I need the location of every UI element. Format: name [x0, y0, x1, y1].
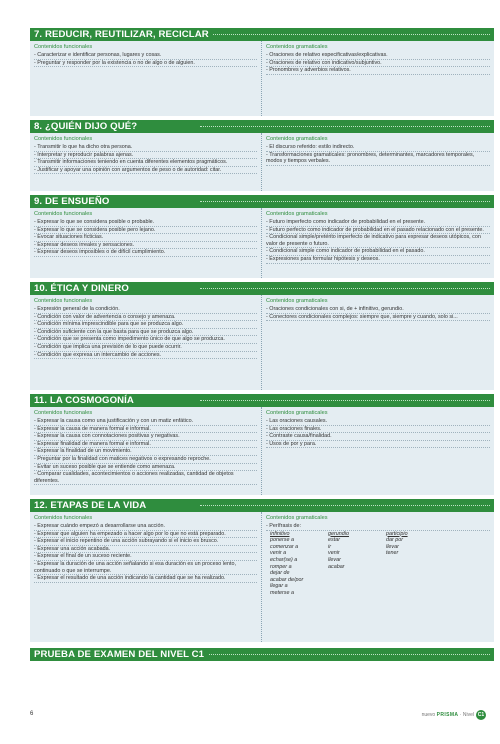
list-item: - Preguntar por la finalidad con matices negativos o expresando reproche.: [34, 456, 257, 464]
list-item: - Expresar el final de un suceso reciente.: [34, 553, 257, 561]
list-item: - Transformaciones gramaticales: pronombres, determinantes, marcadores temporales, modos y tiempos verbales.: [266, 152, 490, 166]
table-cell: llegar a: [270, 583, 288, 590]
list-item: - Condición que implica una previsión de lo que puede ocurrir.: [34, 344, 257, 352]
functional-column: [30, 208, 262, 278]
grammar-label: Contenidos gramaticales: [266, 515, 328, 521]
header-divider: [200, 400, 490, 401]
list-item: - Perífrasis de:: [266, 523, 490, 531]
list-item: - Condicional simple/pretérito imperfecto de indicativo para expresar deseos utópicos, con valor de presente o futuro.: [266, 234, 490, 248]
unit-10-header: [30, 282, 494, 295]
unit-title: 10. ÉTICA Y DINERO: [34, 283, 133, 294]
list-item: - Condición que expresa un intercambio de acciones.: [34, 352, 257, 360]
list-item: - Expresar una acción acabada.: [34, 546, 257, 554]
list-item: - Futuro perfecto como indicador de probabilidad en el pasado relacionado con el presente.: [266, 227, 490, 235]
list-item: - Justificar y apoyar una opinión con argumentos de peso o de autoridad: citar.: [34, 167, 257, 175]
unit-9-body: [30, 208, 494, 278]
functional-column: [30, 41, 262, 116]
table-cell: [328, 590, 386, 597]
unit-12-body: [30, 512, 494, 642]
list-item: - Caracterizar e identificar personas, lugares y cosas.: [34, 52, 257, 60]
grammar-label: Contenidos gramaticales: [266, 136, 328, 142]
table-cell: [328, 577, 386, 584]
grammar-label: Contenidos gramaticales: [266, 211, 328, 217]
grammar-label: Contenidos gramaticales: [266, 410, 328, 416]
list-item: - Transmitir informaciones teniendo en cuenta diferentes elementos pragmáticos.: [34, 159, 257, 167]
list-item: - Expresar que alguien ha empezado a hacer algo por lo que no está preparado.: [34, 531, 257, 539]
list-item: - Contraste causa/finalidad.: [266, 433, 490, 441]
functional-column: [30, 512, 262, 642]
list-item: - Las oraciones causales.: [266, 418, 490, 426]
functional-label: Contenidos funcionales: [34, 298, 93, 304]
grammar-column: [262, 295, 494, 390]
unit-12-section: [30, 499, 494, 642]
list-item: - El discurso referido: estilo indirecto.: [266, 144, 490, 152]
page: [30, 28, 494, 665]
brand-level: · Nivel: [459, 712, 474, 718]
list-item: - Condicional simple como indicador de probabilidad en el pasado.: [266, 248, 490, 256]
functional-label: Contenidos funcionales: [34, 136, 93, 142]
table-cell: venir: [328, 550, 340, 557]
unit-title: 8. ¿QUIÉN DIJO QUÉ?: [34, 121, 141, 132]
functional-label: Contenidos funcionales: [34, 211, 93, 217]
list-item: - Expresar el inicio repentino de una acción subrayando si el inicio es brusco.: [34, 538, 257, 546]
unit-title: 11. LA COSMOGONÍA: [34, 395, 138, 406]
functional-column: [30, 133, 262, 191]
column-header-gerundio: gerundio: [328, 530, 349, 537]
list-item: - Expresar el resultado de una acción indicando la cantidad que se ha realizado.: [34, 575, 257, 583]
unit-11-header: [30, 394, 494, 407]
brand-name: PRISMA: [436, 712, 459, 718]
level-badge: C1: [477, 712, 485, 718]
header-divider: [200, 201, 490, 202]
functional-label: Contenidos funcionales: [34, 515, 93, 521]
unit-11-body: [30, 407, 494, 495]
header-divider: [200, 126, 490, 127]
header-divider: [200, 654, 490, 655]
list-item: - Oraciones condicionales con si, de + infinitivo, gerundio.: [266, 306, 490, 314]
functional-column: [30, 295, 262, 390]
functional-label: Contenidos funcionales: [34, 44, 93, 50]
header-divider: [200, 34, 490, 35]
unit-9-section: [30, 195, 494, 278]
list-item: - Interpretar y reproducir palabras ajenas.: [34, 152, 257, 160]
table-cell: llevar: [328, 556, 341, 563]
page-footer: [30, 710, 486, 722]
table-cell: dar por: [386, 537, 404, 544]
table-cell: [386, 590, 436, 597]
table-cell: acabar: [328, 563, 345, 570]
table-cell: [386, 577, 436, 584]
table-cell: [386, 557, 436, 564]
list-item: - Expresión general de la condición.: [34, 306, 257, 314]
unit-12-header: [30, 499, 494, 512]
list-item: - Usos de por y para.: [266, 441, 490, 449]
unit-8-header: [30, 120, 494, 133]
brand-prefix: nuevo: [421, 712, 436, 718]
table-cell: ir: [328, 543, 331, 550]
list-item: - Expresar finalidad de manera formal e informal.: [34, 441, 257, 449]
list-item: - Las oraciones finales.: [266, 426, 490, 434]
grammar-label: Contenidos gramaticales: [266, 44, 328, 50]
list-item: - Evitar un suceso posible que se entiende como amenaza.: [34, 464, 257, 472]
grammar-column: [262, 133, 494, 191]
list-item: - Expresar lo que se considera posible o probable.: [34, 219, 257, 227]
list-item: - Futuro imperfecto como indicador de probabilidad en el presente.: [266, 219, 490, 227]
column-header-infinitivo: infinitivo: [270, 530, 290, 537]
functional-column: [30, 407, 262, 495]
unit-10-body: [30, 295, 494, 390]
list-item: - Evocar situaciones ficticias.: [34, 234, 257, 242]
exam-header: [30, 648, 494, 661]
grammar-column: [262, 41, 494, 116]
unit-10-section: [30, 282, 494, 390]
unit-7-body: [30, 41, 494, 116]
table-cell: tener: [386, 550, 399, 557]
header-divider: [200, 505, 490, 506]
list-item: - Oraciones de relativo especificativas/explicativas.: [266, 52, 490, 60]
unit-9-header: [30, 195, 494, 208]
list-item: - Expresar la causa de manera formal e informal.: [34, 426, 257, 434]
page-number: 6: [30, 711, 34, 717]
grammar-column: [262, 407, 494, 495]
list-item: - Expresiones para formular hipótesis y deseos.: [266, 256, 490, 264]
list-item: - Pronombres y adverbios relativos.: [266, 67, 490, 75]
exam-section: [30, 648, 494, 661]
table-cell: [328, 570, 386, 577]
list-item: - Expresar la finalidad de un movimiento.: [34, 448, 257, 456]
list-item: - Expresar cuándo empezó a desarrollarse una acción.: [34, 523, 257, 531]
list-item: - Transmitir lo que ha dicho otra persona.: [34, 144, 257, 152]
table-cell: [386, 583, 436, 590]
table-cell: ponerse a: [270, 537, 294, 544]
table-cell: venir a: [270, 550, 287, 557]
grammar-column: [262, 512, 494, 642]
list-item: - Expresar la causa como una justificación y con un matiz enfático.: [34, 418, 257, 426]
unit-8-body: [30, 133, 494, 191]
unit-title: 7. REDUCIR, REUTILIZAR, RECICLAR: [34, 29, 213, 40]
table-cell: romper a: [270, 563, 292, 570]
exam-title: PRUEBA DE EXAMEN DEL NIVEL C1: [34, 649, 208, 660]
column-header-participio: participio: [386, 530, 408, 537]
list-item: - Comparar cualidades, acontecimientos o acciones realizadas, cantidad de objetos diferentes.: [34, 471, 257, 485]
list-item: - Preguntar y responder por la existencia o no de algo o de alguien.: [34, 60, 257, 68]
table-cell: estar: [328, 537, 340, 544]
list-item: - Expresar deseos imposibles o de difícil cumplimiento.: [34, 249, 257, 257]
unit-7-section: [30, 28, 494, 116]
brand-logo: [422, 712, 474, 718]
table-cell: [328, 583, 386, 590]
table-cell: dejar de: [270, 570, 290, 577]
unit-8-section: [30, 120, 494, 191]
list-item: - Oraciones de relativo con indicativo/subjuntivo.: [266, 60, 490, 68]
list-item: - Condición mínima imprescindible para que se produzca algo.: [34, 321, 257, 329]
grammar-label: Contenidos gramaticales: [266, 298, 328, 304]
unit-11-section: [30, 394, 494, 495]
list-item: - Condición suficiente con la que basta para que se produzca algo.: [34, 329, 257, 337]
functional-label: Contenidos funcionales: [34, 410, 93, 416]
table-cell: llevar: [386, 543, 399, 550]
table-cell: echar(se) a: [270, 556, 298, 563]
table-cell: [386, 564, 436, 571]
table-cell: [386, 570, 436, 577]
table-cell: meterse a: [270, 589, 294, 596]
list-item: - Conectores condicionales complejos: siempre que, siempre y cuando, solo si...: [266, 314, 490, 322]
list-item: - Condición con valor de advertencia o consejo y amenaza.: [34, 314, 257, 322]
list-item: - Expresar la duración de una acción señalando si esa duración es un proceso lento, continuado o que se interrumpe.: [34, 561, 257, 575]
periphrasis-table: [270, 531, 490, 597]
unit-title: 12. ETAPAS DE LA VIDA: [34, 500, 150, 511]
table-cell: acabar de/por: [270, 576, 304, 583]
unit-title: 9. DE ENSUEÑO: [34, 196, 113, 207]
header-divider: [200, 288, 490, 289]
list-item: - Expresar deseos irreales y sensaciones.: [34, 242, 257, 250]
grammar-column: [262, 208, 494, 278]
list-item: - Expresar lo que se considera posible pero lejano.: [34, 227, 257, 235]
list-item: - Expresar la causa con connotaciones positivas y negativas.: [34, 433, 257, 441]
unit-7-header: [30, 28, 494, 41]
list-item: - Condición que se presenta como impedimento único de que algo se produzca.: [34, 336, 257, 344]
table-cell: comenzar a: [270, 543, 299, 550]
